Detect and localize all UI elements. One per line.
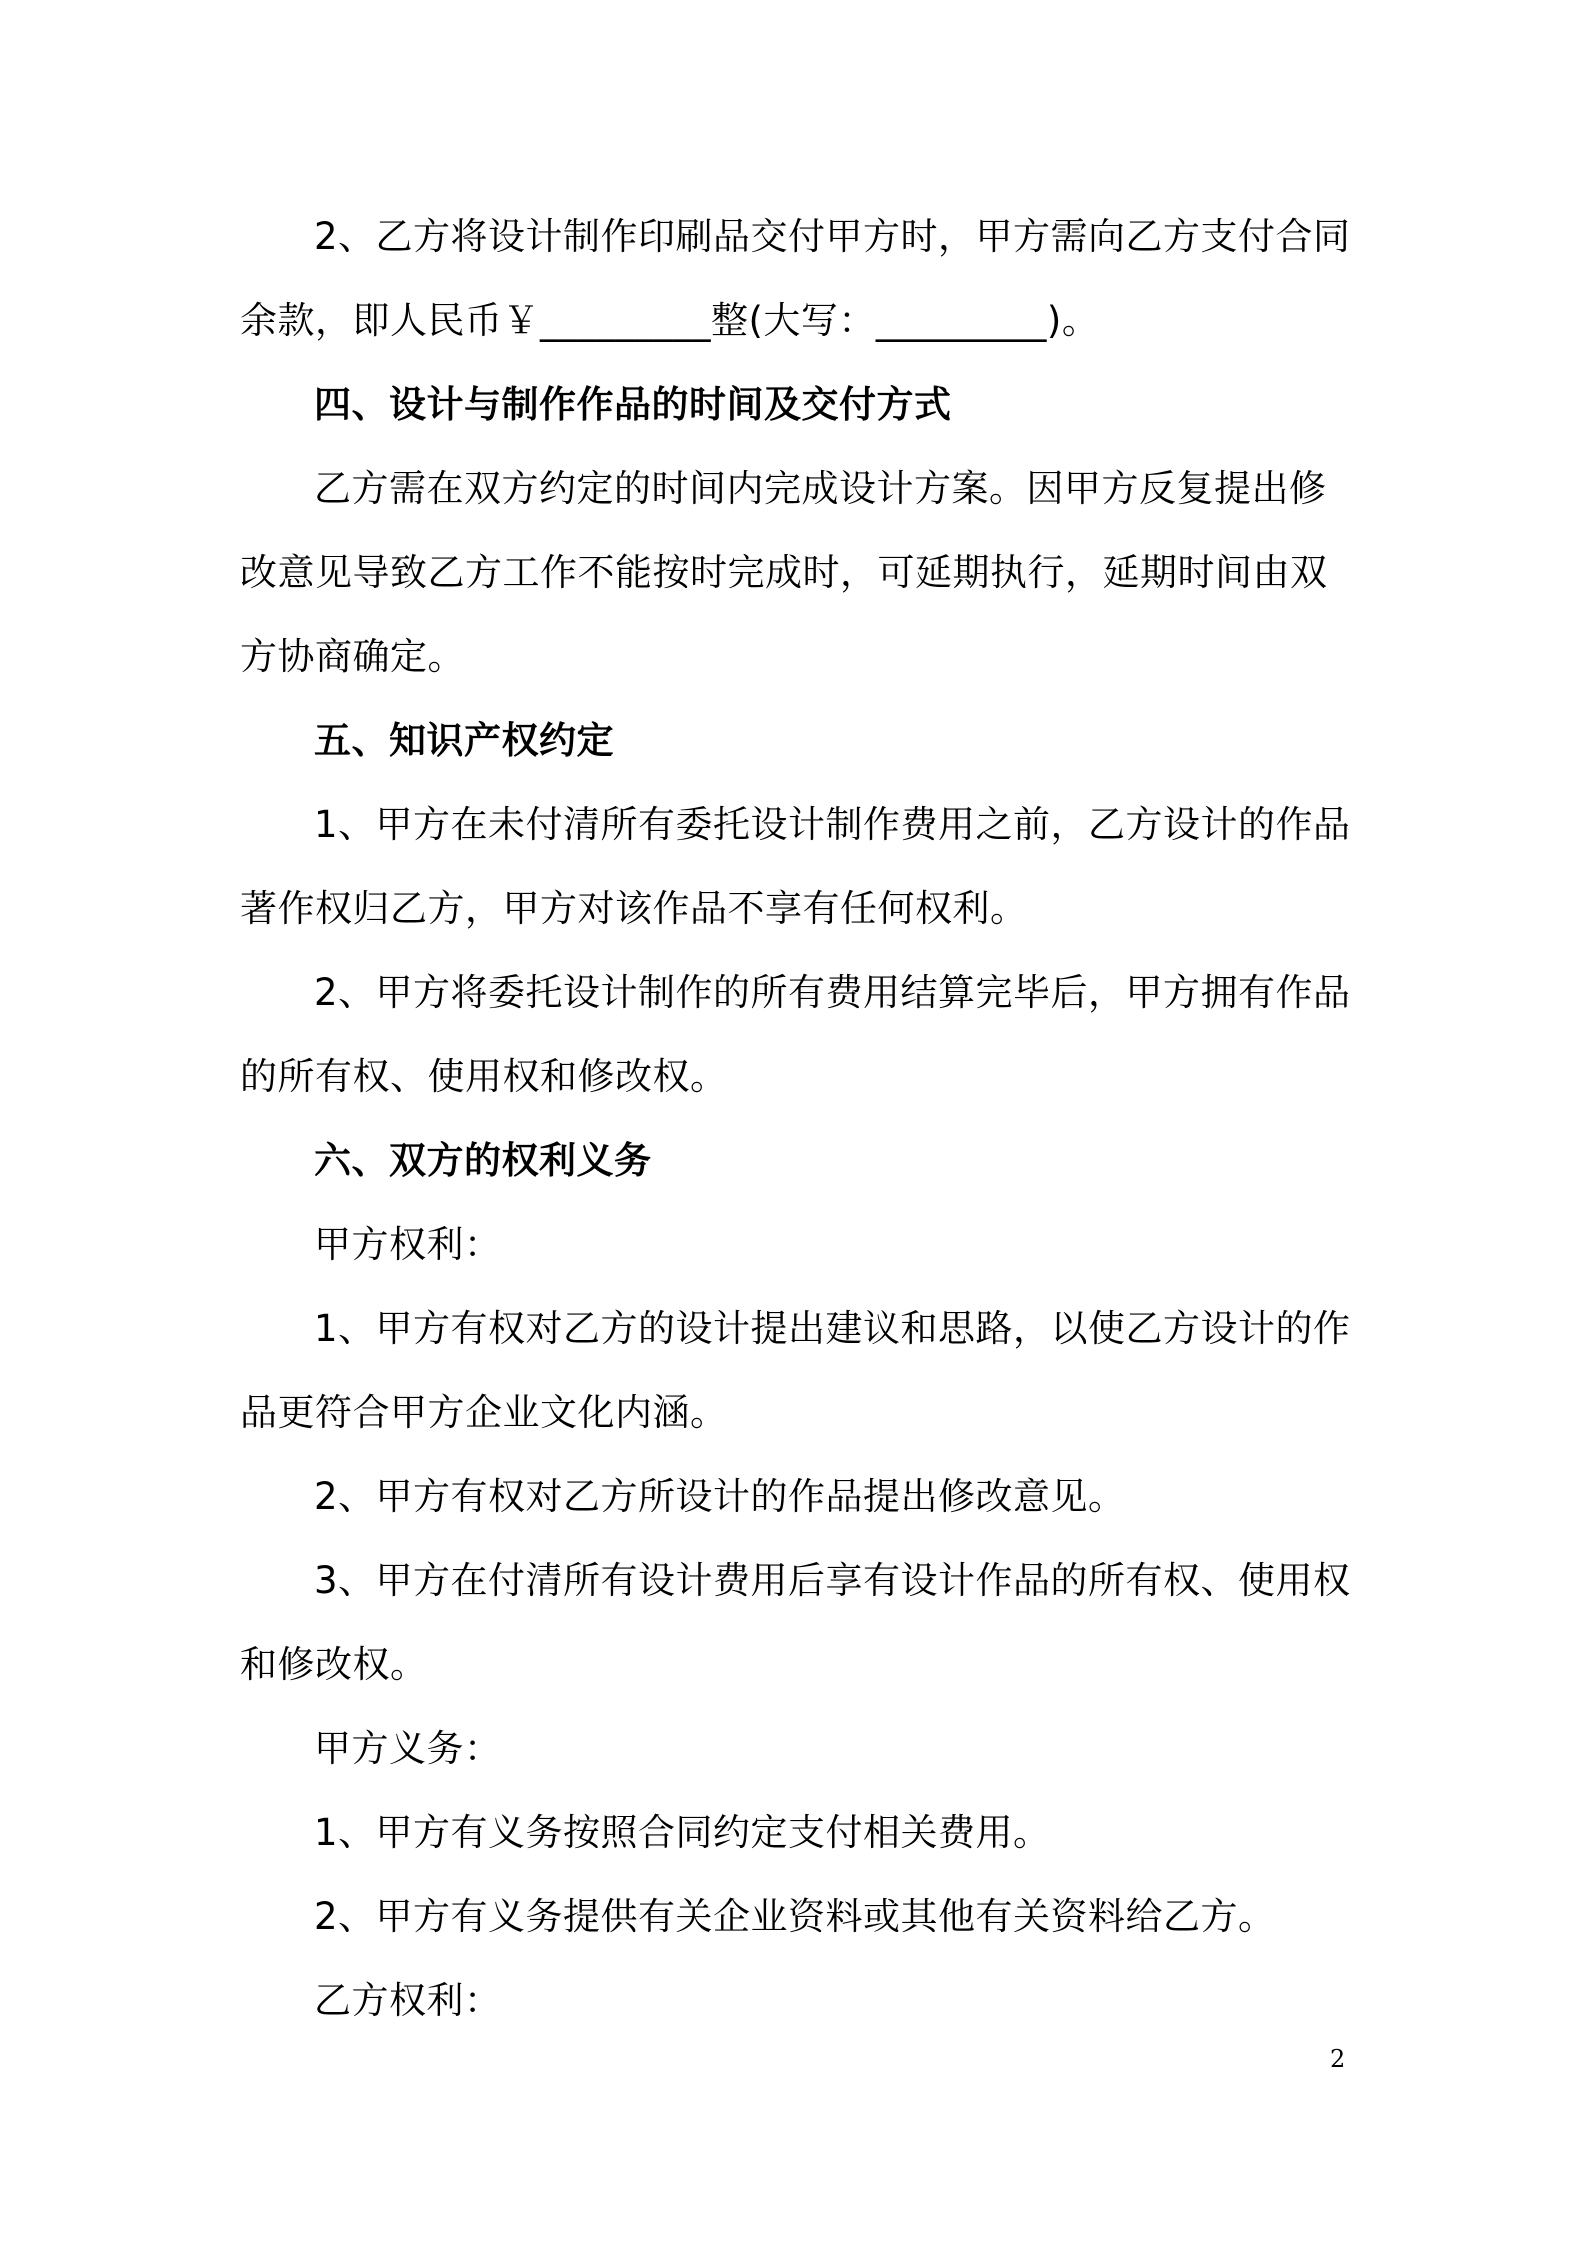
paragraph-ip-1: 1、甲方在未付清所有委托设计制作费用之前，乙方设计的作品著作权归乙方，甲方对该作品不享有任何权利。	[240, 803, 1351, 930]
party-a-right-3: 3、甲方在付清所有设计费用后享有设计作品的所有权、使用权和修改权。	[240, 1559, 1351, 1686]
party-a-duty-2: 2、甲方有义务提供有关企业资料或其他有关资料给乙方。	[314, 1895, 1276, 1938]
page-number: 2	[1330, 2045, 1346, 2073]
party-a-duty-1: 1、甲方有义务按照合同约定支付相关费用。	[314, 1811, 1051, 1854]
party-a-right-1: 1、甲方有权对乙方的设计提出建议和思路，以使乙方设计的作品更符合甲方企业文化内涵。	[240, 1307, 1351, 1434]
section-heading-6: 六、双方的权利义务	[314, 1139, 652, 1182]
party-b-rights-label: 乙方权利：	[314, 1979, 502, 2022]
paragraph-final-payment: 2、乙方将设计制作印刷品交付甲方时，甲方需向乙方支付合同余款，即人民币￥_________整(大写：_________)。	[240, 215, 1351, 342]
paragraph-ip-2: 2、甲方将委托设计制作的所有费用结算完毕后，甲方拥有作品的所有权、使用权和修改权。	[240, 971, 1351, 1098]
document-body	[240, 195, 1355, 2043]
paragraph-design-timing: 乙方需在双方约定的时间内完成设计方案。因甲方反复提出修改意见导致乙方工作不能按时完成时，可延期执行，延期时间由双方协商确定。	[240, 467, 1328, 678]
section-heading-5: 五、知识产权约定	[314, 719, 614, 762]
party-a-rights-label: 甲方权利：	[314, 1223, 502, 1266]
party-a-duties-label: 甲方义务：	[314, 1727, 502, 1770]
party-a-right-2: 2、甲方有权对乙方所设计的作品提出修改意见。	[314, 1475, 1126, 1518]
section-heading-4: 四、设计与制作作品的时间及交付方式	[314, 383, 952, 426]
